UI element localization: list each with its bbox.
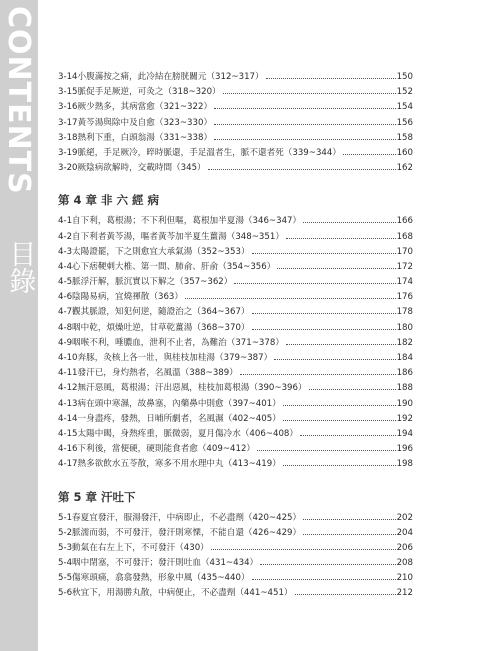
toc-entry[interactable] — [58, 290, 413, 305]
toc-entry[interactable] — [58, 586, 413, 601]
toc-entry[interactable] — [58, 161, 413, 176]
toc-entry[interactable] — [58, 214, 413, 229]
entry-page: 174 — [396, 277, 413, 288]
leader-dots — [286, 238, 396, 239]
entry-title: 4-15太陽中暍，身熱疼重，脈微弱，夏月傷冷水（406~408） — [58, 428, 298, 439]
entry-title: 3-19脈絕，手足厥冷，晬時脈還，手足溫者生，脈不還者死（339~344） — [58, 147, 341, 158]
toc-entry[interactable] — [58, 245, 413, 260]
entry-title: 4-5脈浮汗解，脈沉實以下解之（357~362） — [58, 277, 233, 288]
leader-dots — [234, 283, 395, 284]
entry-page: 208 — [396, 558, 413, 569]
entry-page: 180 — [396, 322, 413, 333]
toc-entry[interactable] — [58, 321, 413, 336]
entry-title: 3-20厥陰病欲解時，交載時間（345） — [58, 163, 206, 174]
entry-title: 5-5傷寒頭痛，翕翕發熱，形象中風（435~440） — [58, 573, 250, 584]
entry-page: 204 — [396, 527, 413, 538]
toc-content — [58, 70, 413, 602]
entry-title: 5-2脈濡而弱，不可發汗，發汗則寒慄，不能自還（426~429） — [58, 527, 302, 538]
toc-entry[interactable] — [58, 556, 413, 571]
entry-title: 4-12無汗惡風，葛根湯；汗出惡風，桂枝加葛根湯（390~396） — [58, 383, 307, 394]
toc-entry[interactable] — [58, 511, 413, 526]
entry-title: 3-17黃芩湯與除中及自愈（323~330） — [58, 117, 213, 128]
leader-dots — [343, 154, 396, 155]
entry-page: 156 — [396, 117, 413, 128]
entry-page: 196 — [396, 444, 413, 455]
toc-entry[interactable] — [58, 85, 413, 100]
toc-entry[interactable] — [58, 541, 413, 556]
entry-title: 4-6陰陽易病，宜燒褌散（363） — [58, 292, 183, 303]
leader-dots — [274, 359, 395, 360]
entry-page: 178 — [396, 307, 413, 318]
entry-page: 172 — [396, 261, 413, 272]
toc-entry[interactable] — [58, 381, 413, 396]
leader-dots — [257, 450, 396, 451]
entry-title: 4-2自下利者黃芩湯，嘔者黃芩加半夏生薑湯（348~351） — [58, 231, 284, 242]
leader-dots — [211, 549, 396, 550]
entry-page: 170 — [396, 246, 413, 257]
entry-title: 4-4心下痞鞕刺大椎、第一間、肺俞、肝俞（354~356） — [58, 261, 276, 272]
chapter-heading: 第 4 章 非 六 經 病 — [58, 193, 160, 208]
entry-title: 5-1春夏宜發汗，服湯發汗，中病即止，不必盡劑（420~425） — [58, 512, 302, 523]
leader-dots — [214, 139, 396, 140]
entry-page: 150 — [396, 72, 413, 82]
toc-entry[interactable] — [58, 397, 413, 412]
toc-entry[interactable] — [58, 457, 413, 472]
entry-page: 202 — [396, 512, 413, 523]
leader-dots — [252, 253, 396, 254]
toc-section-2 — [58, 511, 413, 602]
entry-title: 4-13病在頭中寒濕，故鼻塞，內藥鼻中則愈（397~401） — [58, 398, 281, 409]
toc-entry[interactable] — [58, 351, 413, 366]
leader-dots — [266, 78, 396, 79]
entry-page: 152 — [396, 87, 413, 98]
leader-dots — [277, 268, 395, 269]
leader-dots — [286, 344, 396, 345]
entry-title: 4-10奔豚，灸核上各一壯，與桂枝加桂湯（379~387） — [58, 353, 273, 363]
leader-dots — [309, 389, 396, 390]
leader-dots — [252, 313, 396, 314]
entry-title: 5-4咽中閉塞，不可發汗；發汗則吐血（431~434） — [58, 558, 259, 569]
leader-dots — [214, 124, 396, 125]
entry-page: 190 — [396, 398, 413, 409]
entry-page: 194 — [396, 428, 413, 439]
contents-title-zh: 目錄 — [4, 240, 36, 294]
entry-page: 212 — [396, 588, 413, 599]
entry-page: 158 — [396, 132, 413, 143]
toc-entry[interactable] — [58, 131, 413, 146]
entry-page: 166 — [396, 216, 413, 227]
leader-dots — [283, 405, 396, 406]
entry-page: 188 — [396, 383, 413, 394]
leader-dots — [303, 534, 395, 535]
leader-dots — [260, 564, 395, 565]
entry-title: 4-1自下利，葛根湯；不下利但嘔，葛根加半夏湯（346~347） — [58, 216, 302, 227]
entry-title: 3-16厥少熱多，其病當愈（321~322） — [58, 102, 213, 113]
entry-page: 186 — [396, 368, 413, 379]
entry-page: 184 — [396, 353, 413, 363]
toc-entry[interactable] — [58, 427, 413, 442]
leader-dots — [252, 329, 396, 330]
toc-entry[interactable] — [58, 116, 413, 131]
leader-dots — [214, 108, 396, 109]
leader-dots — [252, 579, 396, 580]
entry-title: 4-3太陽證罷，下之則愈宜大承氣湯（352~353） — [58, 246, 250, 257]
toc-entry[interactable] — [58, 412, 413, 427]
entry-title: 3-18熱利下重，白頭翁湯（331~338） — [58, 132, 213, 143]
entry-page: 176 — [396, 292, 413, 303]
leader-dots — [185, 298, 396, 299]
entry-title: 4-16下利後，當便硬，硬則能食者愈（409~412） — [58, 444, 256, 455]
entry-page: 154 — [396, 102, 413, 113]
entry-page: 198 — [396, 459, 413, 470]
entry-page: 206 — [396, 542, 413, 553]
entry-page: 162 — [396, 163, 413, 174]
toc-entry[interactable] — [58, 336, 413, 351]
entry-title: 4-7觀其脈證，知犯何逆，隨證治之（364~367） — [58, 307, 250, 318]
entry-page: 182 — [396, 337, 413, 348]
leader-dots — [283, 465, 396, 466]
toc-section-1 — [58, 214, 413, 472]
toc-entry[interactable] — [58, 571, 413, 586]
chapter-heading: 第 5 章 汗吐下 — [58, 489, 136, 504]
entry-page: 210 — [396, 573, 413, 584]
leader-dots — [240, 374, 396, 375]
toc-entry[interactable] — [58, 305, 413, 320]
leader-dots — [283, 420, 396, 421]
entry-title: 3-14小腹滿按之痛，此冷結在膀胱關元（312~317） — [58, 72, 264, 82]
leader-dots — [300, 435, 396, 436]
toc-entry[interactable] — [58, 366, 413, 381]
entry-title: 5-3動氣在右左上下，不可發汗（430） — [58, 542, 209, 553]
toc-entry[interactable] — [58, 526, 413, 541]
leader-dots — [208, 169, 396, 170]
entry-page: 160 — [396, 147, 413, 158]
entry-title: 4-8咽中乾，煩燥吐逆，甘草乾薑湯（368~370） — [58, 322, 250, 333]
entry-title: 4-9咽喉不利，唾膿血，泄利不止者，為難治（371~378） — [58, 337, 284, 348]
toc-entry[interactable] — [58, 275, 413, 290]
toc-section-0 — [58, 70, 413, 176]
leader-dots — [303, 519, 395, 520]
toc-entry[interactable] — [58, 100, 413, 115]
leader-dots — [303, 222, 395, 223]
leader-dots — [223, 93, 396, 94]
contents-title: CONTENTS — [1, 6, 36, 195]
toc-entry[interactable] — [58, 260, 413, 275]
toc-entry[interactable] — [58, 230, 413, 245]
toc-entry[interactable] — [58, 442, 413, 457]
entry-title: 4-17熱多欲飲水五苓散，寒多不用水理中丸（413~419） — [58, 459, 281, 470]
leader-dots — [295, 594, 396, 595]
entry-title: 4-11發汗已，身灼熱者，名風溫（388~389） — [58, 368, 238, 379]
toc-entry[interactable] — [58, 146, 413, 161]
entry-page: 168 — [396, 231, 413, 242]
entry-title: 4-14一身盡疼，發熱，日晡所劇者，名風濕（402~405） — [58, 413, 281, 424]
entry-page: 192 — [396, 413, 413, 424]
entry-title: 3-15脈促手足厥逆，可灸之（318~320） — [58, 87, 221, 98]
sidebar — [0, 0, 38, 651]
entry-title: 5-6秋宜下，用湯勝丸散，中病便止，不必盡劑（441~451） — [58, 588, 293, 599]
toc-entry[interactable] — [58, 70, 413, 85]
